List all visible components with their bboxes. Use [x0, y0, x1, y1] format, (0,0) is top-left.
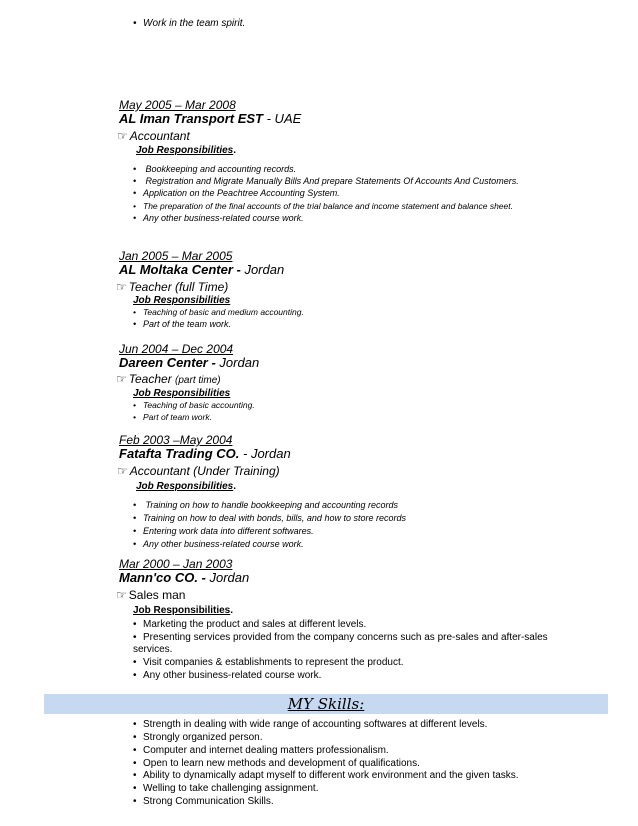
- list-item: • Presenting services provided from the company concerns such as pre-sales and after-sales services.: [133, 632, 548, 655]
- list-item: • Teaching of basic and medium accounting.: [133, 307, 304, 317]
- bullet: •: [133, 18, 137, 29]
- list-item: • Bookkeeping and accounting records.: [133, 164, 297, 174]
- pointing-hand-icon: ☞: [117, 129, 128, 143]
- job-date: Feb 2003 –May 2004: [119, 433, 233, 447]
- list-item: • Entering work data into different softwares.: [133, 526, 314, 536]
- list-item: • Part of the team work.: [133, 319, 232, 329]
- pointing-hand-icon: ☞: [117, 464, 128, 478]
- pointing-hand-icon: ☞: [116, 372, 127, 386]
- pointing-hand-icon: ☞: [116, 280, 127, 294]
- list-item: • Any other business-related course work.: [133, 670, 322, 681]
- list-item: • Ability to dynamically adapt myself to different work environment and the given tasks.: [133, 770, 519, 781]
- list-item: • Training on how to deal with bonds, bills, and how to store records: [133, 513, 406, 523]
- list-item: • Strength in dealing with wide range of accounting softwares at different levels.: [133, 719, 488, 730]
- job-role: ☞ Sales man: [116, 588, 186, 602]
- job-responsibilities-label: Job Responsibilities: [133, 295, 231, 306]
- job-role: ☞ Accountant (Under Training): [117, 464, 280, 478]
- list-item: • Strong Communication Skills.: [133, 796, 274, 807]
- job-role: ☞ Accountant: [117, 129, 190, 143]
- list-item: • Registration and Migrate Manually Bills And prepare Statements Of Accounts And Customers.: [133, 176, 519, 186]
- job-responsibilities-label: Job Responsibilities.: [136, 481, 237, 492]
- list-item: • Any other business-related course work.: [133, 539, 304, 549]
- job-responsibilities-label: Job Responsibilities.: [133, 605, 234, 616]
- list-item: • Part of team work.: [133, 412, 212, 422]
- list-item: • Visit companies & establishments to represent the product.: [133, 657, 404, 668]
- list-item: • Marketing the product and sales at different levels.: [133, 619, 367, 630]
- job-responsibilities-label: Job Responsibilities.: [136, 145, 237, 156]
- job-date: Mar 2000 – Jan 2003: [119, 557, 233, 571]
- list-item: • Teaching of basic accounting.: [133, 400, 255, 410]
- list-item: • Strongly organized person.: [133, 732, 263, 743]
- job-date: Jun 2004 – Dec 2004: [119, 342, 234, 356]
- skills-header-bar: [44, 694, 608, 714]
- job-responsibilities-label: Job Responsibilities: [133, 388, 231, 399]
- list-item: • Work in the team spirit.: [133, 18, 246, 29]
- job-company: AL Iman Transport EST - UAE: [119, 111, 302, 126]
- list-item: • Any other business-related course work.: [133, 213, 304, 223]
- list-item: • Application on the Peachtree Accounting System.: [133, 188, 340, 198]
- job-company: Fatafta Trading CO. - Jordan: [119, 446, 291, 461]
- pointing-hand-icon: ☞: [116, 588, 127, 602]
- list-item: • Training on how to handle bookkeeping and accounting records: [133, 500, 399, 510]
- list-item: • Computer and internet dealing matters professionalism.: [133, 745, 389, 756]
- job-date: May 2005 – Mar 2008: [119, 98, 236, 112]
- list-item: • Open to learn new methods and development of qualifications.: [133, 758, 420, 769]
- list-item: • Welling to take challenging assignment.: [133, 783, 319, 794]
- job-company: Dareen Center - Jordan: [119, 355, 260, 370]
- job-role: ☞ Teacher (full Time): [116, 280, 229, 294]
- job-company: Mann'co CO. - Jordan: [119, 570, 250, 585]
- job-date: Jan 2005 – Mar 2005: [119, 249, 233, 263]
- job-company: AL Moltaka Center - Jordan: [119, 262, 285, 277]
- job-role: ☞ Teacher (part time): [116, 372, 221, 386]
- list-item: • The preparation of the final accounts of the trial balance and income statement and balance sheet.: [133, 201, 513, 211]
- skills-title: MY Skills:: [287, 695, 365, 713]
